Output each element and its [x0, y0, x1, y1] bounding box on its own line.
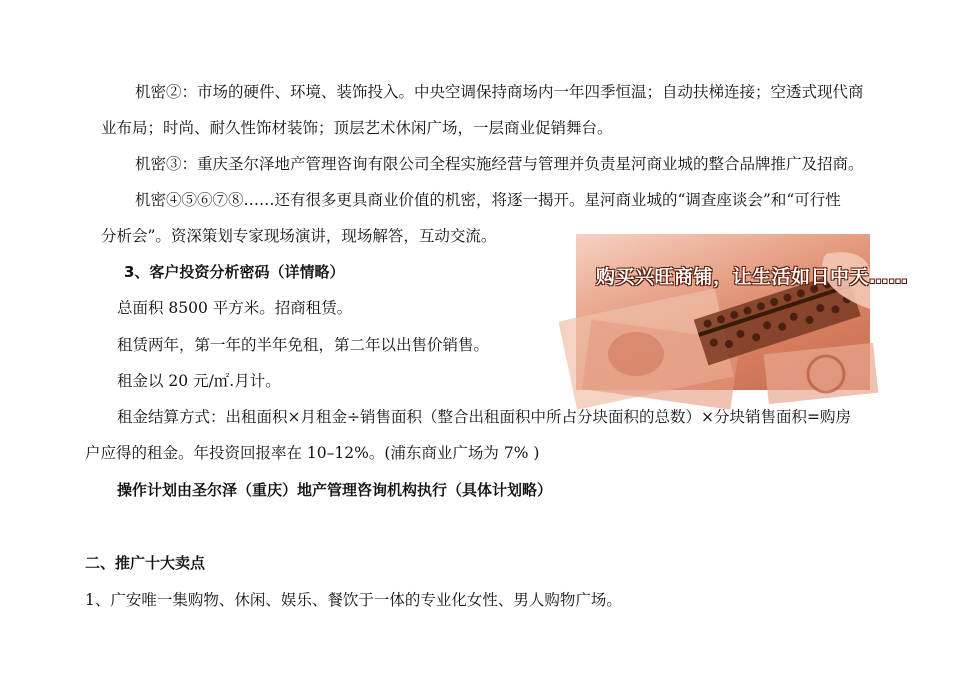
operation-plan: 操作计划由圣尔泽（重庆）地产管理咨询机构执行（具体计划略） [117, 481, 553, 499]
heading-investment-analysis: 3、客户投资分析密码（详情略） [124, 263, 345, 281]
settlement-line2: 户应得的租金。年投资回报率在 10–12%。(浦东商业广场为 7% ) [85, 444, 540, 462]
ad-slogan: 购买兴旺商铺，让生活如日中天…… [596, 266, 909, 288]
secret3-paragraph: 机密③：重庆圣尔泽地产管理咨询有限公司全程实施经营与管理并负责星河商业城的整合品牌推广及招商。 [135, 155, 864, 173]
ad-illustration [576, 234, 870, 390]
secret2-line2: 业布局；时尚、耐久性饰材装饰；顶层艺术休闲广场，一层商业促销舞台。 [101, 119, 613, 137]
rent-text: 租金以 20 元/㎡.月计。 [117, 372, 281, 390]
section-heading-selling-points: 二、推广十大卖点 [85, 554, 206, 572]
area-text: 总面积 8500 平方米。招商租赁。 [117, 299, 353, 317]
secret4-line2: 分析会”。资深策划专家现场演讲，现场解答，互动交流。 [101, 227, 497, 245]
selling-point-1: 1、广安唯一集购物、休闲、娱乐、餐饮于一体的专业化女性、男人购物广场。 [85, 591, 622, 609]
settlement-line1: 租金结算方式：出租面积×月租金÷销售面积（整合出租面积中所占分块面积的总数）×分块销售面积=购房 [117, 408, 851, 426]
lease-text: 租赁两年，第一年的半年免租，第二年以出售价销售。 [117, 336, 490, 354]
ad-image [576, 234, 909, 390]
secret4-line1: 机密④⑤⑥⑦⑧……还有很多更具商业价值的机密，将逐一揭开。星河商业城的“调查座谈会”和“可行性 [135, 191, 841, 209]
secret2-line1: 机密②：市场的硬件、环境、装饰投入。中央空调保持商场内一年四季恒温；自动扶梯连接；空透式现代商 [135, 83, 864, 101]
